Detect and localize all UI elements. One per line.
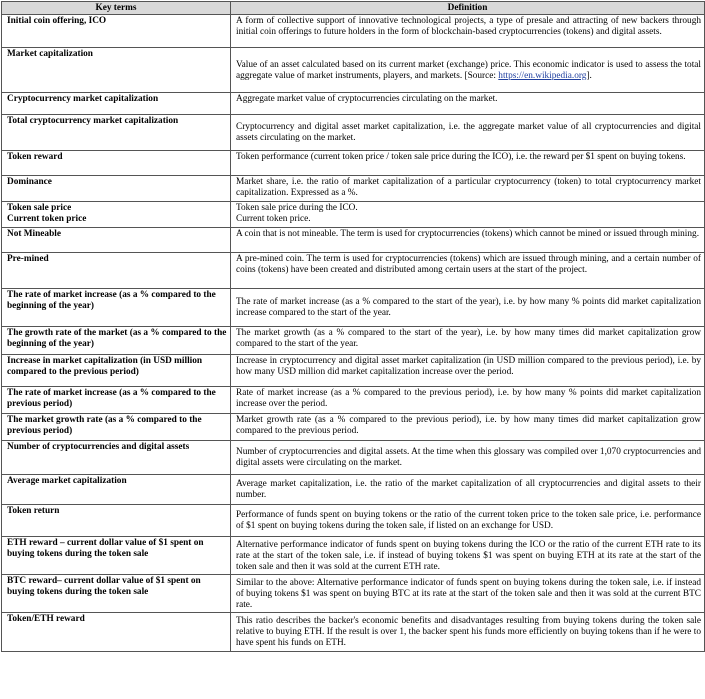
definition-cell: The rate of market increase (as a % compared to the start of the year), i.e. by how many % points did market capitalization increase compared to the start of the year. [231, 289, 705, 327]
definition-cell: Average market capitalization, i.e. the ratio of the market capitalization of all cryptocurrencies and digital assets to their number. [231, 475, 705, 505]
table-row [2, 441, 705, 475]
definition-line: Current token price. [236, 214, 311, 224]
table-row [2, 202, 705, 228]
column-header-definition: Definition [231, 2, 705, 15]
table-row [2, 176, 705, 202]
term-cell: The rate of market increase (as a % compared to the previous period) [2, 387, 231, 414]
term-cell: Initial coin offering, ICO [2, 15, 231, 48]
definition-text: Value of an asset calculated based on its current market (exchange) price. This economic indicator is used to assess the total aggregate value of market instruments, players, and markets. [Source: [236, 59, 701, 81]
term-cell: Cryptocurrency market capitalization [2, 93, 231, 115]
table-row [2, 387, 705, 414]
term-cell: Pre-mined [2, 253, 231, 289]
definition-cell: Token performance (current token price / token sale price during the ICO), i.e. the reward per $1 spent on buying tokens. [231, 151, 705, 176]
term-line: Token sale price [7, 203, 72, 213]
table-row [2, 355, 705, 387]
glossary-table [1, 1, 705, 652]
table-row [2, 253, 705, 289]
definition-cell [231, 202, 705, 228]
definition-cell: Rate of market increase (as a % compared to the previous period), i.e. by how many % points did market capitalization increase over the period. [231, 387, 705, 414]
table-row [2, 613, 705, 652]
term-line: Current token price [7, 214, 87, 224]
term-cell: Token/ETH reward [2, 613, 231, 652]
definition-cell: A pre-mined coin. The term is used for cryptocurrencies (tokens) which are issued through mining, and a certain number of coins (tokens) have been created and distributed among certain users at the start of the project. [231, 253, 705, 289]
table-row [2, 575, 705, 613]
definition-cell: A form of collective support of innovative technological projects, a type of presale and attracting of new backers through initial coin offerings to future holders in the form of blockchain-based cryptocurrencies (tokens) and digital assets. [231, 15, 705, 48]
term-cell: Total cryptocurrency market capitalization [2, 115, 231, 151]
table-row [2, 115, 705, 151]
definition-cell: Similar to the above: Alternative performance indicator of funds spent on buying tokens during the token sale, i.e. if instead of buying tokens $1 was spent on buying BTC at its rate at the start of the token sale and then it was sold at the current BTC rate. [231, 575, 705, 613]
column-header-key-terms: Key terms [2, 2, 231, 15]
table-row [2, 327, 705, 355]
definition-cell: The market growth (as a % compared to the start of the year), i.e. by how many times did market capitalization grow compared to the start of the year. [231, 327, 705, 355]
table-row [2, 93, 705, 115]
term-cell: The rate of market increase (as a % compared to the beginning of the year) [2, 289, 231, 327]
table-row [2, 289, 705, 327]
definition-cell: Increase in cryptocurrency and digital asset market capitalization (in USD million compared to the previous period), i.e. by how many USD million did market capitalization increase over the period. [231, 355, 705, 387]
definition-cell: Performance of funds spent on buying tokens or the ratio of the current token price to the token sale price, i.e. performance of $1 spent on buying tokens during the token sale, if listed on an exchange for USD. [231, 505, 705, 537]
term-cell: The market growth rate (as a % compared to the previous period) [2, 414, 231, 441]
term-cell: Number of cryptocurrencies and digital assets [2, 441, 231, 475]
table-header-row [2, 2, 705, 15]
definition-cell: A coin that is not mineable. The term is used for cryptocurrencies (tokens) which cannot be mined or issued through mining. [231, 228, 705, 253]
term-cell: Token reward [2, 151, 231, 176]
definition-cell: Cryptocurrency and digital asset market capitalization, i.e. the aggregate market value of all cryptocurrencies and digital assets circulating on the market. [231, 115, 705, 151]
term-cell: Market capitalization [2, 48, 231, 93]
source-link[interactable]: https://en.wikipedia.org [498, 70, 587, 81]
definition-cell: Number of cryptocurrencies and digital assets. At the time when this glossary was compiled over 1,070 cryptocurrencies and digital assets were circulating on the market. [231, 441, 705, 475]
table-row [2, 228, 705, 253]
term-cell: Increase in market capitalization (in USD million compared to the previous period) [2, 355, 231, 387]
table-row [2, 48, 705, 93]
definition-cell: Alternative performance indicator of funds spent on buying tokens during the ICO or the ratio of the current ETH rate to its rate at the start of the token sale, i.e. if instead of buying tokens $1 was spent on buying ETH at its rate at the start of the token sale and then it was sold at the current ETH rate. [231, 537, 705, 575]
definition-cell: Market growth rate (as a % compared to the previous period), i.e. by how many times did market capitalization grow compared to the previous period. [231, 414, 705, 441]
term-cell: Dominance [2, 176, 231, 202]
definition-text-end: ]. [586, 70, 592, 81]
table-row [2, 414, 705, 441]
table-row [2, 151, 705, 176]
term-cell: ETH reward – current dollar value of $1 spent on buying tokens during the token sale [2, 537, 231, 575]
definition-cell: Market share, i.e. the ratio of market capitalization of a particular cryptocurrency (token) to total cryptocurrency market capitalization. Expressed as a %. [231, 176, 705, 202]
term-cell: Not Mineable [2, 228, 231, 253]
table-row [2, 475, 705, 505]
definition-cell [231, 48, 705, 93]
table-row [2, 537, 705, 575]
term-cell [2, 202, 231, 228]
definition-line: Token sale price during the ICO. [236, 203, 358, 213]
table-row [2, 15, 705, 48]
term-cell: Average market capitalization [2, 475, 231, 505]
term-cell: Token return [2, 505, 231, 537]
definition-cell: Aggregate market value of cryptocurrencies circulating on the market. [231, 93, 705, 115]
term-cell: The growth rate of the market (as a % compared to the beginning of the year) [2, 327, 231, 355]
table-row [2, 505, 705, 537]
definition-cell: This ratio describes the backer's economic benefits and disadvantages resulting from buying tokens during the token sale relative to buying ETH. If the result is over 1, the backer spent his funds more efficiently on buying tokens than if he were to have spent his funds on ETH. [231, 613, 705, 652]
term-cell: BTC reward– current dollar value of $1 spent on buying tokens during the token sale [2, 575, 231, 613]
